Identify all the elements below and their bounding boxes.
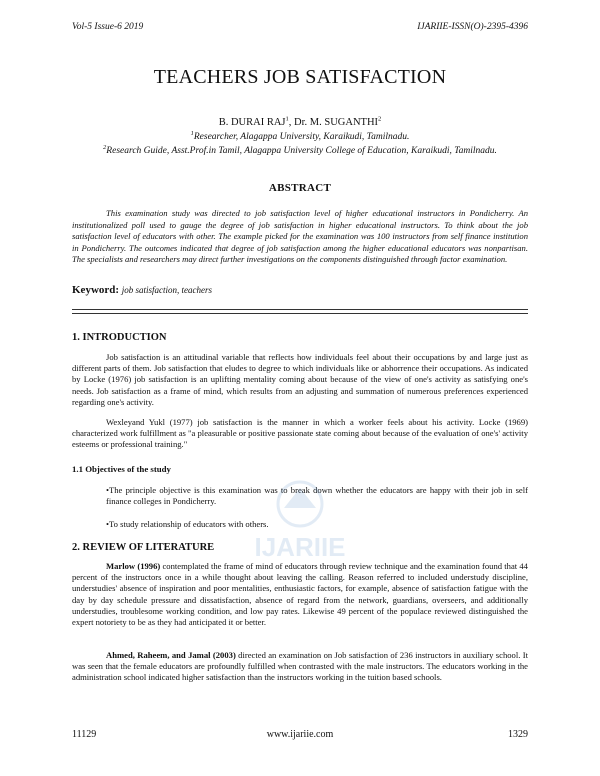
objective-item-1: •The principle objective is this examination was to break down whether the educators are happy with their job in self finance colleges in Pondicherry. (106, 485, 528, 507)
objective-item-2: •To study relationship of educators with others. (106, 519, 269, 529)
literature-heading: 2. REVIEW OF LITERATURE (72, 542, 215, 553)
author-1-sup: 1 (285, 115, 289, 123)
author-2: Dr. M. SUGANTHI (294, 117, 379, 128)
abstract-heading: ABSTRACT (268, 182, 332, 194)
divider-top (72, 309, 528, 310)
keywords-label: Keyword: (72, 284, 120, 296)
literature-2-text: directed an examination on Job satisfaction of 236 instructors in auxiliary school. It was seen that the female educators are profoundly fulfilled when contrasted with the male instructors. The educators working in the administration school indicated higher satisfaction than the instructors working in the tuition based schools. (72, 650, 528, 683)
literature-1-text: contemplated the frame of mind of educators through review technique and the examination found that 44 percent of the instructors once in a while thought about leaving the calling. Reason referred to included understudy discipline, understudies' absence of inspiration and poor mentalities, enthusiastic factors, for example, absence of satisfaction fatigue with the day by day schedule pressure and dissatisfaction, absence of regard from the network, guardians, overseers, and additionally understudies, troublesome working condition, and low pay rates. Likewise 49 percent of the populace reviewed distinguished the expert notoriety to be as they had anticipated it or better. (72, 561, 528, 628)
author-separator: , (288, 117, 295, 128)
affiliation-1-text: Researcher, Alagappa University, Karaikudi, Tamilnadu. (193, 132, 410, 142)
affiliation-1-sup: 1 (190, 129, 194, 137)
objectives-heading: 1.1 Objectives of the study (72, 464, 171, 474)
introduction-paragraph-2: Wexleyand Yukl (1977) job satisfaction is the manner in which a worker feels about his activity. Locke (1969) characterized work fulfillment as "a pleasurable or positive passionate state coming about because of the evaluation of one's' activity esteems or professional training." (72, 417, 528, 450)
ijariie-watermark-logo (232, 478, 368, 564)
footer-website: www.ijariie.com (266, 729, 334, 740)
divider-bottom (72, 313, 528, 314)
keywords-text: job satisfaction, teachers (121, 285, 213, 295)
literature-2-citation: Ahmed, Raheem, and Jamal (2003) (106, 650, 236, 660)
introduction-paragraph-1: Job satisfaction is an attitudinal variable that reflects how individuals feel about their occupations by and large just as different parts of them. Job satisfaction that eludes to degree to which individuals like or abhorrence their occupations. As indicated by Locke (1976) job satisfaction is an uplifting mentality coming about because of the view of one's activity as satisfying one's needs. Job satisfaction as a frame of mind, which results from an adjusting and summation of numerous preferences experienced regarding one's activity. (72, 352, 528, 407)
author-line (0, 117, 600, 128)
affiliation-2-text: Research Guide, Asst.Prof.in Tamil, Alagappa University College of Education, Karaikudi, Tamilnadu. (106, 146, 497, 156)
paper-title: TEACHERS JOB SATISFACTION (153, 66, 447, 88)
abstract-body: This examination study was directed to job satisfaction level of higher educational instructors in Pondicherry. An institutionalized poll used to gauge the degree of job satisfaction in higher educational instructors. To think about the job satisfaction level of educators with other. The example picked for the examination was 100 instructors from self finance institution in Pondicherry. The outcomes indicated that degree of job satisfaction among the higher educational educators was nonpartisan. The specialists and researchers may direct further investigations on the components distinguished through factor examination. (72, 208, 528, 265)
affiliation-2 (0, 143, 600, 156)
introduction-heading: 1. INTRODUCTION (72, 332, 167, 343)
watermark-text: IJARIIE (254, 532, 346, 562)
literature-paragraph-1 (72, 561, 528, 628)
literature-1-citation: Marlow (1996) (106, 561, 161, 571)
keywords (72, 284, 212, 296)
affiliation-1 (0, 129, 600, 142)
header-issn: IJARIIE-ISSN(O)-2395-4396 (417, 22, 528, 32)
footer-page-number: 1329 (508, 729, 528, 740)
author-2-sup: 2 (378, 115, 382, 123)
footer-left-number: 11129 (72, 729, 97, 740)
author-1: B. DURAI RAJ (218, 117, 286, 128)
literature-paragraph-2 (72, 650, 528, 684)
header-volume: Vol-5 Issue-6 2019 (72, 22, 144, 32)
affiliation-2-sup: 2 (103, 143, 107, 151)
